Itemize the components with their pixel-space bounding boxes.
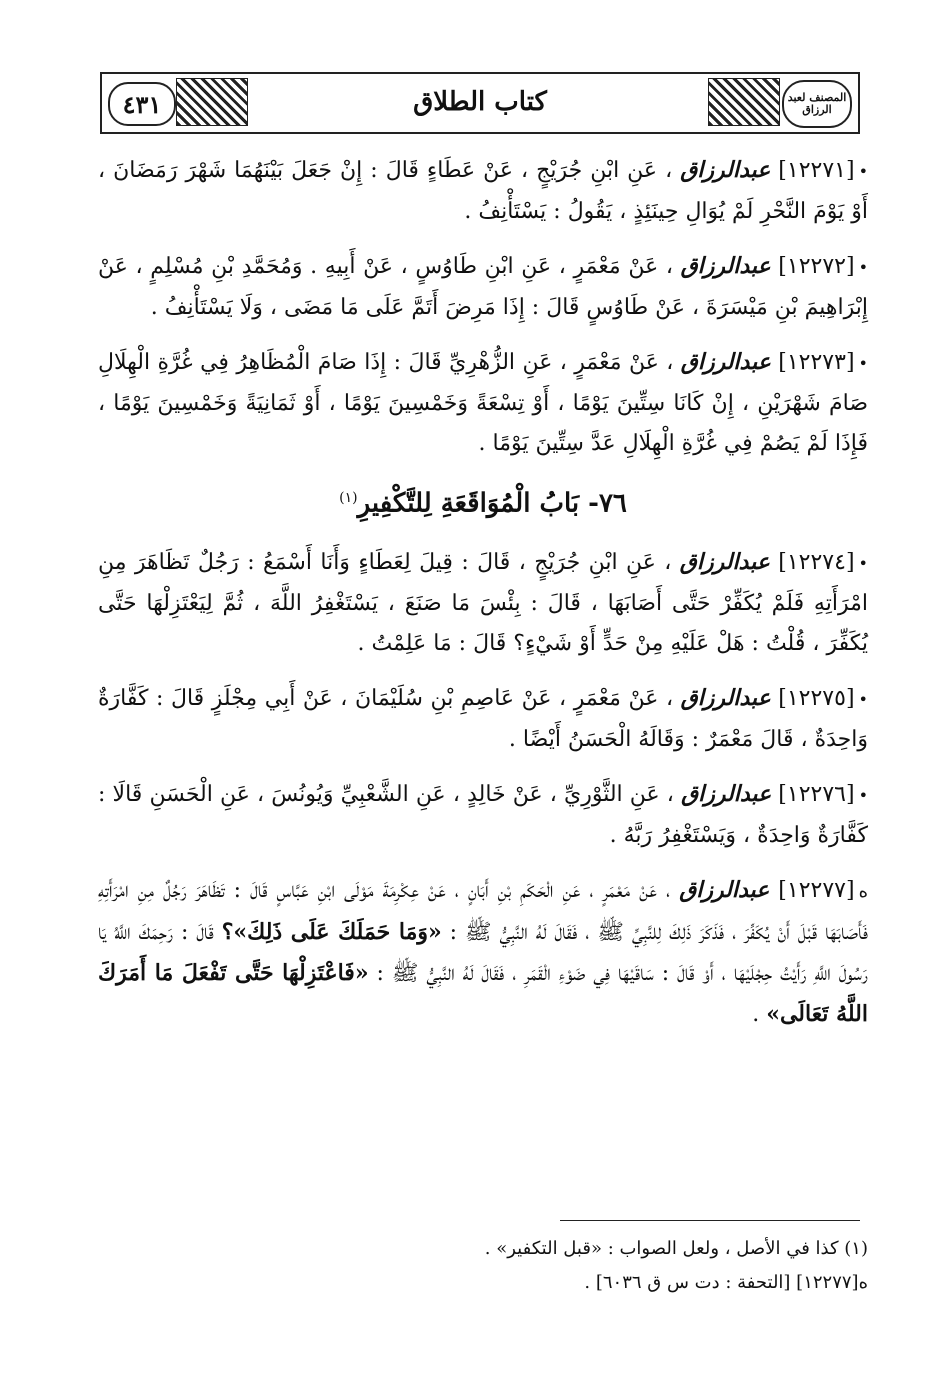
chapter-title: كتاب الطلاق: [413, 87, 547, 117]
hadith-number: [١٢٢٧٧]: [778, 877, 855, 903]
hadith-end: .: [752, 1001, 760, 1027]
prophet-quote: «فَاعْتَزِلْهَا حَتَّى تَفْعَلَ مَا أَمَرَكَ اللَّهُ تَعَالَى»: [98, 959, 868, 1027]
narrator: عبدالرزاق: [679, 548, 770, 575]
hadith-text: قَالَ : رَحِمَكَ اللَّهُ يَا رَسُولَ اللَّهِ رَأَيْتُ حِجْلَيْهَا ، أَوْ قَالَ : سَاقَيْهَا فِي ضَوْءِ الْقَمَرِ ، فَقَالَ لَهُ النَّبِيُّ ﷺ :: [98, 919, 868, 986]
hadith-12274: [98, 542, 868, 664]
bullet-icon: •: [858, 553, 868, 573]
hadith-number: [١٢٢٧٤]: [778, 549, 855, 575]
hadith-12273: [98, 342, 868, 464]
ornament-right: [708, 78, 780, 126]
main-text: [98, 150, 868, 1049]
hadith-12275: [98, 678, 868, 760]
page-number: ٤٣١: [108, 82, 176, 126]
bullet-icon: •: [858, 354, 868, 373]
hadith-text: ، عَنِ ابْنِ جُرَيْجٍ ، عَنْ عَطَاءٍ قَالَ : إِنْ جَعَلَ بَيْنَهُمَا شَهْرَ رَمَضَانَ ، أَوْ يَوْمَ النَّحْرِ لَمْ يُوَالِ حِينَئِذٍ ، يَقُولُ : يَسْتَأْنِفُ .: [98, 158, 868, 224]
chapter-heading-text: ٧٦- بَابُ الْمُوَاقَعَةِ لِلتَّكْفِيرِ: [357, 488, 627, 519]
bullet-icon: ه: [858, 880, 869, 902]
footnote-ref[interactable]: (١): [339, 490, 358, 506]
bullet-icon: •: [858, 258, 868, 277]
bullet-icon: •: [858, 785, 868, 805]
hadith-number: [١٢٢٧٥]: [778, 685, 855, 711]
hadith-text: ، عَنْ مَعْمَرٍ ، عَنِ ابْنِ طَاوُسٍ ، عَنْ أَبِيهِ . وَمُحَمَّدِ بْنِ مُسْلِمٍ ، عَنْ إِبْرَاهِيمَ بْنِ مَيْسَرَةَ ، عَنْ طَاوُسٍ قَالَ : إِذَا مَرِضَ أَتَمَّ عَلَى مَا مَضَى ، وَلَا يَسْتَأْنِفُ .: [98, 254, 868, 320]
footnote-divider: [560, 1220, 860, 1221]
footnote-takhrij: ه[١٢٢٧٧] [التحفة : دت س ق ٦٠٣٦] .: [584, 1272, 868, 1293]
hadith-number: [١٢٢٧١]: [778, 158, 855, 183]
footnote-1: (١) كذا في الأصل ، ولعل الصواب : «قبل التكفير» .: [484, 1238, 868, 1259]
hadith-12272: [98, 246, 868, 328]
bullet-icon: •: [858, 162, 868, 181]
hadith-12277: [98, 870, 868, 1035]
hadith-text: ، عَنْ مَعْمَرٍ ، عَنِ الْحَكَمِ بْنِ أَبَانٍ ، عَنْ عِكْرِمَةَ مَوْلَى ابْنِ عَبَّاسٍ قَالَ : تَظَاهَرَ رَجُلٌ مِنِ امْرَأَتِهِ فَأَصَابَهَا قَبْلَ أَنْ يُكَفِّرَ ، فَذَكَرَ ذَلِكَ لِلنَّبِيِّ ﷺ ، فَقَالَ لَهُ النَّبِيُّ ﷺ :: [98, 877, 868, 945]
chapter-heading: [98, 478, 868, 524]
hadith-text: ، عَنْ مَعْمَرٍ ، عَنْ عَاصِمِ بْنِ سُلَيْمَانَ ، عَنْ أَبِي مِجْلَزٍ قَالَ : كَفَّارَةٌ وَاحِدَةٌ ، قَالَ مَعْمَرٌ : وَقَالَهُ الْحَسَنُ أَيْضًا .: [98, 685, 868, 752]
hadith-12271: [98, 150, 868, 232]
narrator: عبدالرزاق: [680, 157, 771, 183]
book-title-logo: المصنف لعبد الرزاق: [782, 80, 852, 128]
bullet-icon: •: [858, 689, 868, 709]
narrator: عبدالرزاق: [681, 780, 772, 807]
hadith-text: ، عَنِ الثَّوْرِيِّ ، عَنْ خَالِدٍ ، عَنِ الشَّعْبِيِّ وَيُونُسَ ، عَنِ الْحَسَنِ قَالَا : كَفَّارَةٌ وَاحِدَةٌ ، وَيَسْتَغْفِرُ رَبَّهُ .: [98, 781, 868, 848]
hadith-text: ، عَنْ مَعْمَرٍ ، عَنِ الزُّهْرِيِّ قَالَ : إِذَا صَامَ الْمُظَاهِرُ فِي غُرَّةِ الْهِلَالِ صَامَ شَهْرَيْنِ ، إِنْ كَانَا سِتِّينَ يَوْمًا ، أَوْ تِسْعَةً وَخَمْسِينَ يَوْمًا ، أَوْ ثَمَانِيَةً وَخَمْسِينَ يَوْمًا ، فَإِذَا لَمْ يَصُمْ فِي غُرَّةِ الْهِلَالِ عَدَّ سِتِّينَ يَوْمًا .: [98, 350, 868, 456]
footnotes: [98, 1232, 868, 1300]
narrator: عبدالرزاق: [680, 684, 771, 711]
ornament-left: [176, 78, 248, 126]
hadith-number: [١٢٢٧٦]: [778, 781, 855, 807]
narrator: عبدالرزاق: [680, 349, 771, 375]
hadith-number: [١٢٢٧٣]: [778, 350, 855, 375]
prophet-quote: «وَمَا حَمَلَكَ عَلَى ذَلِكَ»؟: [221, 918, 442, 945]
hadith-12276: [98, 774, 868, 856]
page-header: [100, 72, 860, 134]
hadith-number: [١٢٢٧٢]: [778, 254, 855, 279]
narrator: عبدالرزاق: [680, 253, 771, 279]
narrator: عبدالرزاق: [679, 876, 770, 903]
hadith-text: ، عَنِ ابْنِ جُرَيْجٍ ، قَالَ : قِيلَ لِعَطَاءٍ وَأَنَا أَسْمَعُ : رَجُلٌ تَظَاهَرَ مِنِ امْرَأَتِهِ فَلَمْ يُكَفِّرْ حَتَّى أَصَابَهَا ، قَالَ : بِئْسَ مَا صَنَعَ ، يَسْتَغْفِرُ اللَّهَ ، ثُمَّ لِيَعْتَزِلْهَا حَتَّى يُكَفِّرَ ، قُلْتُ : هَلْ عَلَيْهِ مِنْ حَدٍّ أَوْ شَيْءٍ؟ قَالَ : مَا عَلِمْتُ .: [98, 549, 868, 656]
